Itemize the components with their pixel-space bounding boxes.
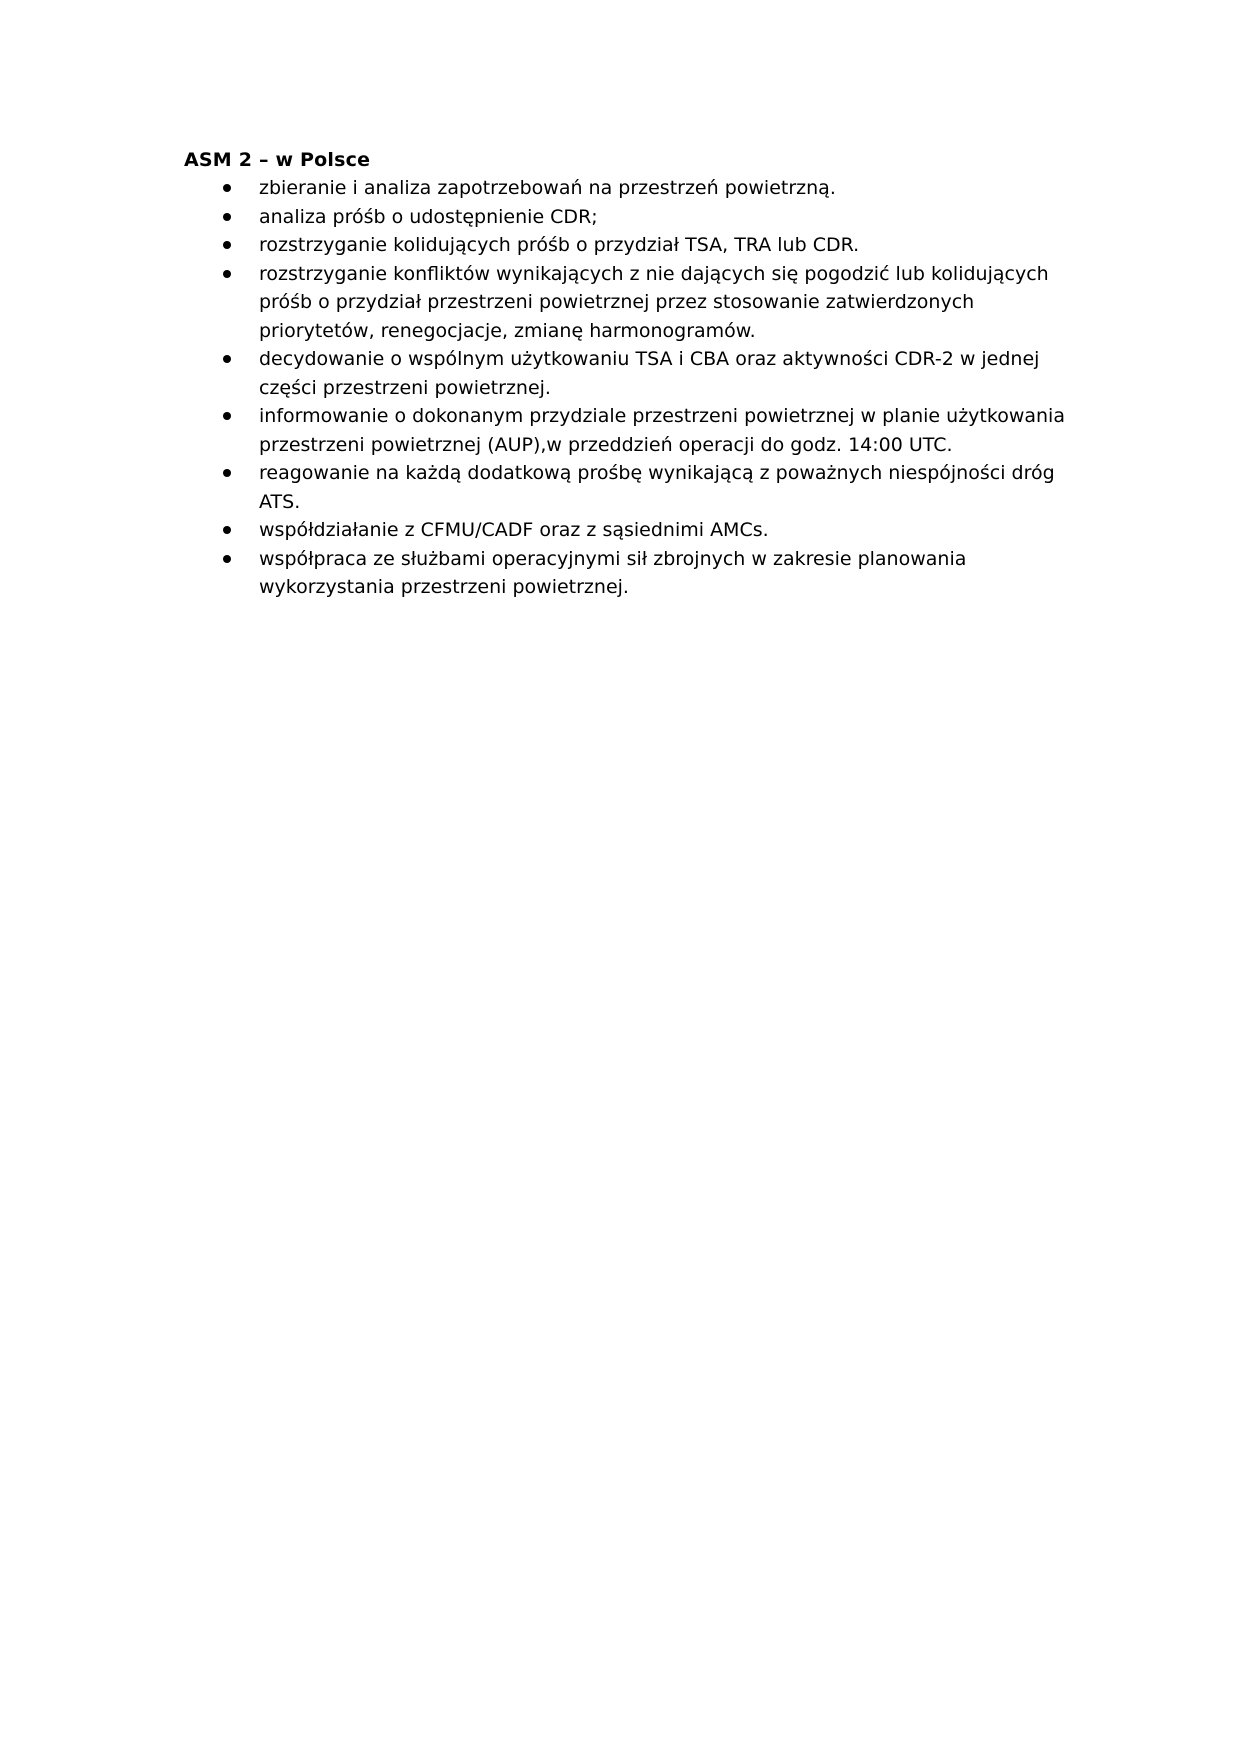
bullet-icon bbox=[223, 213, 231, 221]
list-item-text: rozstrzyganie kolidujących próśb o przydział TSA, TRA lub CDR. bbox=[259, 234, 860, 256]
list-item bbox=[184, 203, 1084, 232]
list-item bbox=[184, 402, 1084, 459]
bullet-icon bbox=[223, 469, 231, 477]
list-item-text: współdziałanie z CFMU/CADF oraz z sąsiednimi AMCs. bbox=[259, 519, 769, 541]
list-item bbox=[184, 260, 1084, 346]
bullet-icon bbox=[223, 412, 231, 420]
list-item bbox=[184, 345, 1084, 402]
list-item-text: współpraca ze służbami operacyjnymi sił zbrojnych w zakresie planowania wykorzystania przestrzeni powietrznej. bbox=[259, 547, 967, 598]
bullet-icon bbox=[223, 270, 231, 278]
list-item-text: zbieranie i analiza zapotrzebowań na przestrzeń powietrzną. bbox=[259, 177, 836, 199]
list-item-text: reagowanie na każdą dodatkową prośbę wynikającą z poważnych niespójności dróg ATS. bbox=[259, 462, 1055, 513]
list-item bbox=[184, 516, 1084, 545]
list-item bbox=[184, 545, 1084, 602]
bullet-list bbox=[184, 174, 1084, 602]
bullet-icon bbox=[223, 184, 231, 192]
document-content bbox=[184, 146, 1084, 602]
bullet-icon bbox=[223, 241, 231, 249]
list-item-text: informowanie o dokonanym przydziale przestrzeni powietrznej w planie użytkowania przestrzeni powietrznej (AUP),w przeddzień operacji do godz. 14:00 UTC. bbox=[259, 405, 1065, 456]
list-item-text: analiza próśb o udostępnienie CDR; bbox=[259, 205, 598, 228]
section-heading: ASM 2 – w Polsce bbox=[184, 149, 371, 171]
list-item bbox=[184, 174, 1084, 203]
bullet-icon bbox=[223, 355, 231, 363]
bullet-icon bbox=[223, 555, 231, 563]
bullet-icon bbox=[223, 526, 231, 534]
list-item-text: decydowanie o wspólnym użytkowaniu TSA i CBA oraz aktywności CDR-2 w jednej części przestrzeni powietrznej. bbox=[259, 348, 1040, 399]
list-item bbox=[184, 459, 1084, 516]
list-item-text: rozstrzyganie konfliktów wynikających z nie dających się pogodzić lub kolidujących próśb o przydział przestrzeni powietrznej przez stosowanie zatwierdzonych priorytetów, renegocjacje, zmianę harmonogramów. bbox=[259, 262, 1049, 342]
list-item bbox=[184, 231, 1084, 260]
